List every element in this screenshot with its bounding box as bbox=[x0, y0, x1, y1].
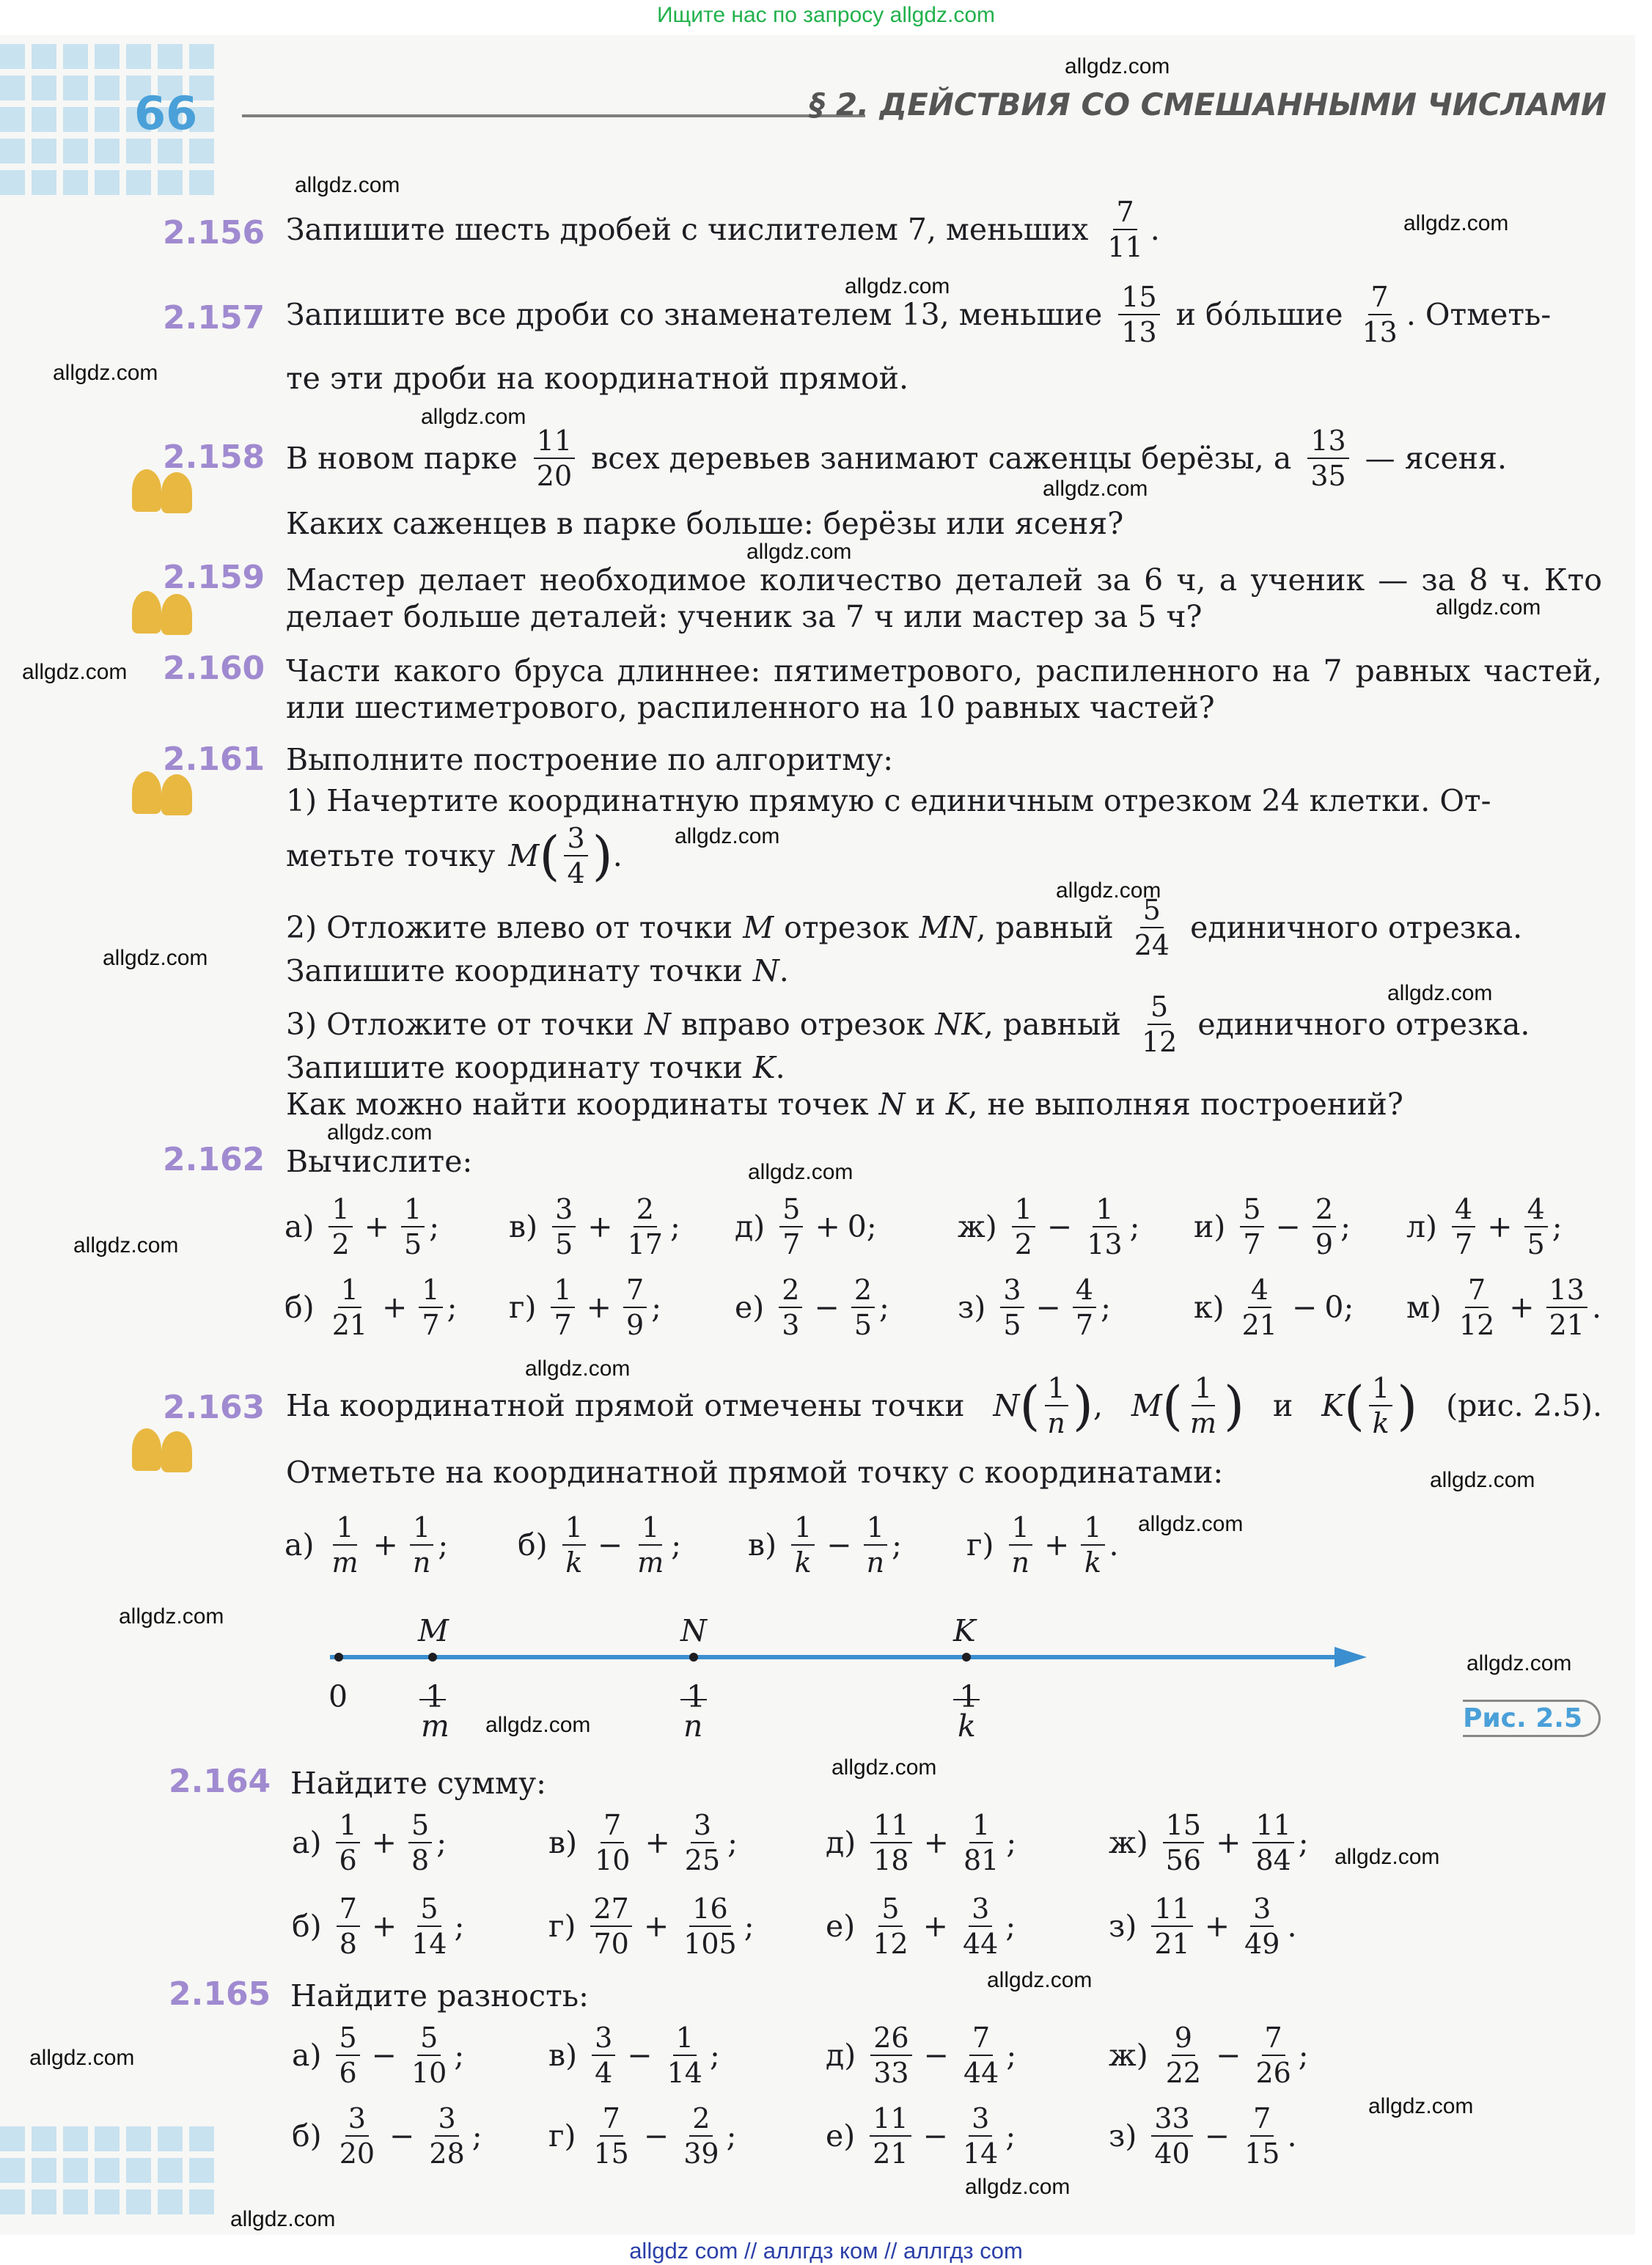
exercise-item bbox=[735, 1195, 877, 1258]
operand: 0 bbox=[847, 1209, 867, 1244]
fraction: 7 15 bbox=[593, 2102, 629, 2170]
operator: + bbox=[372, 1527, 398, 1563]
fraction: 1 7 bbox=[551, 1276, 574, 1339]
exercise-item bbox=[548, 1895, 755, 1958]
item-letter: з) bbox=[1109, 1909, 1137, 1944]
fraction: 11 21 bbox=[870, 2104, 911, 2167]
exercise-item bbox=[958, 1276, 1111, 1339]
fraction: $\frac{3}{44}$ bbox=[962, 1893, 999, 1960]
punctuation: ; bbox=[1552, 1209, 1563, 1244]
fraction: 7 8 bbox=[337, 1895, 360, 1958]
punctuation: ; bbox=[1340, 1209, 1351, 1244]
item-letter: е) bbox=[735, 1290, 765, 1325]
operator: + bbox=[382, 1290, 408, 1325]
operator: − bbox=[1204, 2118, 1230, 2154]
exercise-item bbox=[1109, 1895, 1296, 1958]
item-letter: г) bbox=[966, 1527, 994, 1563]
exercise-item bbox=[292, 1811, 447, 1874]
exercise-item bbox=[1406, 1195, 1563, 1258]
text-line: Найдите сумму: bbox=[290, 1766, 546, 1801]
number-line-arrow bbox=[1335, 1647, 1367, 1667]
question-line: Как можно найти координаты точек N и K , не выполняя построений? bbox=[286, 1087, 1403, 1122]
punctuation: . bbox=[1287, 2118, 1297, 2154]
fraction: $\frac{1}{14}$ bbox=[667, 2022, 702, 2089]
fraction: 11 18 bbox=[870, 1811, 911, 1874]
header-rule bbox=[242, 114, 865, 117]
fraction: 11 20 bbox=[534, 427, 575, 490]
tick-numerator: 1 bbox=[686, 1679, 706, 1714]
operator: − bbox=[1291, 1290, 1318, 1325]
item-letter: в) bbox=[548, 1825, 578, 1860]
fraction: 3 5 bbox=[1000, 1276, 1024, 1339]
watermark: allgdz.com bbox=[22, 660, 128, 684]
exercise-item bbox=[548, 1811, 738, 1874]
punctuation: . bbox=[1287, 1909, 1297, 1944]
punctuation: ; bbox=[1101, 1290, 1111, 1325]
problem-number: 2.164 bbox=[169, 1763, 271, 1800]
fraction: $\frac{1}{k}$ bbox=[1081, 1513, 1104, 1576]
fraction: 1 n bbox=[1044, 1374, 1068, 1437]
text-line: те эти дроби на координатной прямой. bbox=[286, 361, 909, 396]
fraction: 5 6 bbox=[336, 2024, 359, 2087]
pair-work-icon bbox=[126, 469, 199, 515]
point-N bbox=[689, 1653, 698, 1662]
operator: + bbox=[1043, 1527, 1070, 1563]
watermark: allgdz.com bbox=[965, 2175, 1071, 2199]
exercise-item bbox=[826, 1811, 1016, 1874]
operator: + bbox=[815, 1209, 840, 1244]
pair-work-icon bbox=[126, 591, 199, 636]
punctuation: ; bbox=[879, 1290, 889, 1325]
watermark: allgdz.com bbox=[29, 2046, 135, 2070]
fraction: $\frac{2}{39}$ bbox=[683, 2102, 719, 2170]
watermark: allgdz.com bbox=[1056, 878, 1161, 903]
fraction: 5 24 bbox=[1134, 894, 1170, 961]
point-label: N bbox=[680, 1613, 707, 1648]
problem-2-160: Части какого бруса длиннее: пятиметрового, распиленного на 7 равных частей, или шестиметрового, распиленного на 10 равных частей? bbox=[286, 653, 1602, 725]
point-label: K bbox=[953, 1613, 976, 1648]
fraction: $\frac{2}{9}$ bbox=[1313, 1195, 1336, 1258]
fraction: $\frac{2}{5}$ bbox=[851, 1276, 875, 1339]
operator: + bbox=[586, 1290, 612, 1325]
fraction: 1 k bbox=[562, 1513, 586, 1576]
exercise-item bbox=[1109, 1811, 1309, 1874]
problem-number: 2.160 bbox=[163, 650, 265, 687]
item-letter: д) bbox=[826, 1825, 856, 1860]
punctuation: ; bbox=[671, 1527, 682, 1563]
item-letter: е) bbox=[826, 2118, 856, 2154]
exercise-item bbox=[826, 2102, 1016, 2170]
operator: + bbox=[1204, 1909, 1230, 1944]
item-letter: а) bbox=[284, 1209, 315, 1244]
punctuation: ; bbox=[651, 1290, 662, 1325]
operator: + bbox=[923, 1825, 949, 1860]
fraction: $\frac{2}{17}$ bbox=[627, 1193, 663, 1260]
operator: + bbox=[1216, 1825, 1241, 1860]
tick-denominator: n bbox=[683, 1708, 703, 1744]
item-letter: к) bbox=[1194, 1290, 1225, 1325]
item-letter: б) bbox=[518, 1527, 548, 1563]
fraction: 1 n bbox=[1008, 1513, 1032, 1576]
item-letter: г) bbox=[509, 1290, 537, 1325]
problem-number: 2.158 bbox=[163, 438, 265, 476]
bottom-banner[interactable]: allgdz com // аллгдз ком // аллгдз com bbox=[629, 2238, 1023, 2264]
punctuation: ; bbox=[1298, 1825, 1309, 1860]
point-label: M bbox=[418, 1613, 449, 1648]
fraction: $\frac{1}{81}$ bbox=[963, 1809, 999, 1876]
exercise-item bbox=[1194, 1195, 1351, 1258]
item-letter: з) bbox=[1109, 2118, 1137, 2154]
watermark: allgdz.com bbox=[1403, 211, 1509, 235]
text-line: Каких саженцев в парке больше: берёзы или ясеня? bbox=[286, 506, 1124, 541]
watermark: allgdz.com bbox=[119, 1604, 224, 1629]
punctuation: ; bbox=[709, 2038, 720, 2073]
fraction: $\frac{1}{5}$ bbox=[401, 1195, 425, 1258]
item-letter: в) bbox=[509, 1209, 538, 1244]
fraction: $\frac{11}{84}$ bbox=[1252, 1811, 1293, 1874]
fraction: 7 13 bbox=[1362, 281, 1398, 348]
item-letter: б) bbox=[292, 1909, 322, 1944]
punctuation: ; bbox=[436, 1825, 447, 1860]
problem-2-157: Запишите все дроби со знаменателем 13, меньшие 15 13 и бóльшие 7 13 . Отметь- bbox=[286, 281, 1552, 348]
watermark: allgdz.com bbox=[987, 1968, 1093, 1992]
section-title: § 2. ДЕЙСТВИЯ СО СМЕШАННЫМИ ЧИСЛАМИ bbox=[810, 87, 1607, 122]
fraction: $\frac{4}{5}$ bbox=[1524, 1195, 1548, 1258]
operator: − bbox=[1275, 1209, 1301, 1244]
fraction: 1 k bbox=[1369, 1374, 1392, 1437]
decor-tiles-bottom bbox=[0, 2126, 214, 2214]
fraction: 1 21 bbox=[331, 1274, 368, 1341]
tick-numerator: 1 bbox=[959, 1679, 979, 1714]
fraction: 1 m bbox=[331, 1511, 359, 1579]
fraction: 11 21 bbox=[1151, 1895, 1192, 1958]
operator: + bbox=[1487, 1209, 1513, 1244]
fraction: $\frac{7}{15}$ bbox=[1244, 2102, 1280, 2170]
operator: − bbox=[643, 2118, 669, 2154]
operator: − bbox=[922, 2118, 948, 2154]
fraction: 27 70 bbox=[590, 1895, 631, 1958]
watermark: allgdz.com bbox=[230, 2207, 336, 2231]
fraction: $\frac{16}{105}$ bbox=[683, 1893, 737, 1960]
exercise-item bbox=[284, 1276, 457, 1339]
figure-caption: Рис. 2.5 bbox=[1463, 1700, 1601, 1737]
punctuation: ; bbox=[1005, 2118, 1016, 2154]
fraction: 3 4 bbox=[564, 824, 587, 887]
operator: + bbox=[922, 1909, 948, 1944]
text-line: Вычислите: bbox=[286, 1144, 473, 1179]
punctuation: ; bbox=[892, 1527, 902, 1563]
watermark: allgdz.com bbox=[1065, 54, 1170, 78]
watermark: allgdz.com bbox=[421, 405, 526, 429]
watermark: allgdz.com bbox=[1436, 595, 1541, 620]
text-line: 1) Начертите координатную прямую с единичным отрезком 24 клетки. От- bbox=[286, 783, 1491, 818]
punctuation: ; bbox=[1298, 2038, 1309, 2073]
punctuation: ; bbox=[454, 1909, 465, 1944]
watermark: allgdz.com bbox=[73, 1233, 179, 1258]
fraction: 7 11 bbox=[1107, 196, 1143, 263]
text-line: Найдите разность: bbox=[290, 1978, 589, 2013]
exercise-item bbox=[284, 1511, 449, 1579]
operator: + bbox=[643, 1909, 669, 1944]
operator: + bbox=[371, 1825, 397, 1860]
watermark: allgdz.com bbox=[1387, 981, 1493, 1005]
exercise-item bbox=[958, 1195, 1139, 1258]
problem-number: 2.156 bbox=[163, 214, 265, 252]
punctuation: . bbox=[1109, 1527, 1119, 1563]
pair-work-icon bbox=[126, 771, 199, 817]
fraction: 1 6 bbox=[336, 1811, 359, 1874]
fraction: 5 7 bbox=[1240, 1195, 1263, 1258]
operator: + bbox=[364, 1209, 389, 1244]
fraction: 7 12 bbox=[1458, 1274, 1495, 1341]
fraction: 3 5 bbox=[552, 1195, 576, 1258]
tick-numerator: 1 bbox=[425, 1679, 445, 1714]
fraction: $\frac{5}{14}$ bbox=[411, 1893, 447, 1960]
operator: − bbox=[1046, 1209, 1073, 1244]
punctuation: ; bbox=[1129, 1209, 1140, 1244]
exercise-item bbox=[1194, 1276, 1354, 1339]
item-letter: б) bbox=[284, 1290, 315, 1325]
watermark: allgdz.com bbox=[831, 1755, 937, 1780]
exercise-item bbox=[826, 2024, 1016, 2087]
exercise-item bbox=[826, 1895, 1016, 1958]
text-line: Выполните построение по алгоритму: bbox=[286, 742, 894, 777]
fraction: $\frac{1}{13}$ bbox=[1087, 1193, 1123, 1260]
page-number: 66 bbox=[134, 87, 198, 140]
item-letter: в) bbox=[748, 1527, 777, 1563]
punctuation: ; bbox=[438, 1527, 449, 1563]
problem-2-159: Мастер делает необходимое количество деталей за 6 ч, а ученик — за 8 ч. Кто делает больше деталей: ученик за 7 ч или мастер за 5 ч? bbox=[286, 562, 1602, 634]
operator: − bbox=[627, 2038, 653, 2073]
item-letter: ж) bbox=[1109, 2038, 1148, 2073]
operator: − bbox=[389, 2118, 415, 2154]
point-K bbox=[962, 1653, 971, 1662]
step-3: 3) Отложите от точки N вправо отрезок NK , равный 5 12 единичного отрезка. bbox=[286, 991, 1530, 1058]
problem-number: 2.161 bbox=[163, 741, 265, 778]
problem-2-163: На координатной прямой отмечены точки N ( 1 n ) , M ( 1 m ) и K ( 1 k ) (рис. 2.5). bbox=[286, 1372, 1602, 1439]
item-letter: а) bbox=[292, 1825, 322, 1860]
exercise-item bbox=[1109, 2024, 1309, 2087]
problem-number: 2.163 bbox=[163, 1389, 265, 1426]
fraction: 15 56 bbox=[1163, 1811, 1204, 1874]
punctuation: ; bbox=[1006, 2038, 1017, 2073]
operator: + bbox=[1509, 1290, 1535, 1325]
fraction: 33 40 bbox=[1151, 2104, 1192, 2167]
fraction: $\frac{1}{7}$ bbox=[419, 1276, 442, 1339]
operator: − bbox=[1035, 1290, 1061, 1325]
text-line: Отметьте на координатной прямой точку с координатами: bbox=[286, 1455, 1224, 1490]
top-banner[interactable]: Ищите нас по запросу allgdz.com bbox=[656, 3, 996, 27]
problem-2-156: Запишите шесть дробей с числителем 7, меньших 7 11 . bbox=[286, 196, 1160, 263]
punctuation: ; bbox=[447, 1290, 458, 1325]
exercise-item bbox=[735, 1276, 889, 1339]
text-line: Запишите координату точки N . bbox=[286, 953, 789, 988]
exercise-item bbox=[1406, 1276, 1601, 1339]
punctuation: ; bbox=[727, 1825, 738, 1860]
item-letter: ж) bbox=[1109, 1825, 1148, 1860]
punctuation: ; bbox=[1343, 1290, 1354, 1325]
item-letter: з) bbox=[958, 1290, 986, 1325]
item-letter: г) bbox=[548, 1909, 576, 1944]
pair-work-icon bbox=[126, 1428, 199, 1474]
fraction: $\frac{5}{8}$ bbox=[408, 1811, 432, 1874]
fraction: $\frac{1}{m}$ bbox=[637, 1511, 664, 1579]
exercise-item bbox=[292, 1895, 464, 1958]
exercise-item bbox=[748, 1511, 902, 1579]
problem-2-158: В новом парке 11 20 всех деревьев занимают саженцы берёзы, а 13 35 — ясеня. bbox=[286, 425, 1508, 492]
item-letter: а) bbox=[292, 2038, 322, 2073]
watermark: allgdz.com bbox=[53, 361, 158, 385]
operator: − bbox=[814, 1290, 840, 1325]
problem-number: 2.159 bbox=[163, 559, 265, 596]
punctuation: ; bbox=[1005, 1909, 1016, 1944]
punctuation: ; bbox=[471, 2118, 482, 2154]
fraction: $\frac{13}{21}$ bbox=[1546, 1276, 1587, 1339]
exercise-item bbox=[292, 2102, 482, 2170]
fraction: $\frac{3}{49}$ bbox=[1244, 1893, 1280, 1960]
fraction: 5 12 bbox=[873, 1893, 908, 1960]
exercise-item bbox=[292, 2024, 464, 2087]
fraction: 9 22 bbox=[1165, 2022, 1202, 2089]
fraction: $\frac{3}{28}$ bbox=[429, 2102, 465, 2170]
fraction: 1 k bbox=[791, 1513, 815, 1576]
item-letter: е) bbox=[826, 1909, 856, 1944]
fraction: $\frac{7}{26}$ bbox=[1255, 2022, 1291, 2089]
fraction: 4 7 bbox=[1452, 1195, 1475, 1258]
step-2: 2) Отложите влево от точки M отрезок MN , равный 5 24 единичного отрезка. bbox=[286, 894, 1523, 961]
punctuation: ; bbox=[669, 1209, 680, 1244]
punctuation: ; bbox=[1006, 1825, 1017, 1860]
watermark: allgdz.com bbox=[1368, 2094, 1474, 2118]
watermark: allgdz.com bbox=[1335, 1845, 1440, 1869]
point-zero bbox=[334, 1653, 343, 1662]
fraction: 7 10 bbox=[595, 1809, 631, 1876]
item-letter: ж) bbox=[958, 1209, 997, 1244]
exercise-item bbox=[509, 1276, 661, 1339]
item-letter: м) bbox=[1406, 1290, 1442, 1325]
watermark: allgdz.com bbox=[1138, 1512, 1244, 1536]
point-M bbox=[428, 1653, 437, 1662]
item-letter: в) bbox=[548, 2038, 578, 2073]
item-letter: л) bbox=[1406, 1209, 1438, 1244]
punctuation: . bbox=[1591, 1290, 1602, 1325]
item-letter: д) bbox=[826, 2038, 856, 2073]
watermark: allgdz.com bbox=[485, 1713, 591, 1737]
item-letter: б) bbox=[292, 2118, 322, 2154]
fraction: 5 7 bbox=[779, 1195, 803, 1258]
fraction: 13 35 bbox=[1307, 427, 1348, 490]
watermark: allgdz.com bbox=[1430, 1468, 1535, 1492]
exercise-item bbox=[509, 1195, 680, 1258]
exercise-item bbox=[518, 1511, 682, 1579]
operator: + bbox=[645, 1825, 670, 1860]
watermark: allgdz.com bbox=[746, 540, 852, 564]
tick-denominator: m bbox=[421, 1708, 449, 1744]
item-letter: и) bbox=[1194, 1209, 1226, 1244]
exercise-item bbox=[548, 2102, 737, 2170]
zero-label: 0 bbox=[328, 1679, 348, 1714]
fraction: $\frac{7}{9}$ bbox=[623, 1276, 647, 1339]
problem-number: 2.157 bbox=[163, 299, 265, 337]
punctuation: ; bbox=[454, 2038, 465, 2073]
exercise-item bbox=[1109, 2102, 1297, 2170]
fraction: 1 2 bbox=[328, 1195, 352, 1258]
problem-number: 2.165 bbox=[169, 1975, 271, 2013]
fraction: 4 21 bbox=[1241, 1274, 1277, 1341]
fraction: $\frac{1}{n}$ bbox=[864, 1513, 887, 1576]
watermark: allgdz.com bbox=[525, 1357, 631, 1381]
step-1: метьте точку M ( 3 4 ) . bbox=[286, 822, 623, 889]
operator: + bbox=[587, 1209, 613, 1244]
punctuation: ; bbox=[866, 1209, 877, 1244]
exercise-item bbox=[966, 1511, 1119, 1579]
watermark: allgdz.com bbox=[845, 274, 950, 298]
punctuation: ; bbox=[744, 1909, 755, 1944]
operand: 0 bbox=[1324, 1290, 1344, 1325]
item-letter: а) bbox=[284, 1527, 315, 1563]
fraction: $\frac{3}{14}$ bbox=[962, 2102, 999, 2170]
watermark: allgdz.com bbox=[1043, 477, 1148, 501]
operator: − bbox=[597, 1527, 623, 1563]
operator: − bbox=[1216, 2038, 1241, 2073]
fraction: 5 12 bbox=[1141, 991, 1178, 1058]
fraction: 1 2 bbox=[1012, 1195, 1035, 1258]
watermark: allgdz.com bbox=[103, 946, 208, 970]
watermark: allgdz.com bbox=[295, 173, 400, 197]
exercise-item bbox=[284, 1195, 439, 1258]
watermark: allgdz.com bbox=[327, 1120, 433, 1145]
fraction: 26 33 bbox=[870, 2024, 911, 2087]
fraction: $\frac{7}{44}$ bbox=[963, 2022, 999, 2089]
fraction: 1 m bbox=[1190, 1372, 1217, 1439]
operator: − bbox=[826, 1527, 852, 1563]
fraction: $\frac{3}{25}$ bbox=[684, 1809, 721, 1876]
fraction: $\frac{1}{n}$ bbox=[410, 1513, 433, 1576]
text-line: Запишите координату точки K . bbox=[286, 1050, 785, 1085]
watermark: allgdz.com bbox=[675, 824, 780, 848]
exercise-item bbox=[548, 2024, 720, 2087]
watermark: allgdz.com bbox=[1466, 1651, 1572, 1675]
watermark: allgdz.com bbox=[748, 1160, 853, 1184]
fraction: 2 3 bbox=[779, 1276, 802, 1339]
operator: − bbox=[923, 2038, 949, 2073]
tick-denominator: k bbox=[958, 1708, 976, 1744]
operator: + bbox=[371, 1909, 397, 1944]
fraction: 3 20 bbox=[339, 2102, 375, 2170]
item-letter: г) bbox=[548, 2118, 576, 2154]
operator: − bbox=[371, 2038, 397, 2073]
punctuation: ; bbox=[726, 2118, 737, 2154]
fraction: $\frac{5}{10}$ bbox=[411, 2022, 447, 2089]
fraction: 15 13 bbox=[1118, 283, 1159, 346]
fraction: $\frac{4}{7}$ bbox=[1073, 1276, 1096, 1339]
punctuation: ; bbox=[429, 1209, 440, 1244]
problem-number: 2.162 bbox=[163, 1141, 265, 1178]
fraction: 3 4 bbox=[592, 2024, 615, 2087]
item-letter: д) bbox=[735, 1209, 766, 1244]
